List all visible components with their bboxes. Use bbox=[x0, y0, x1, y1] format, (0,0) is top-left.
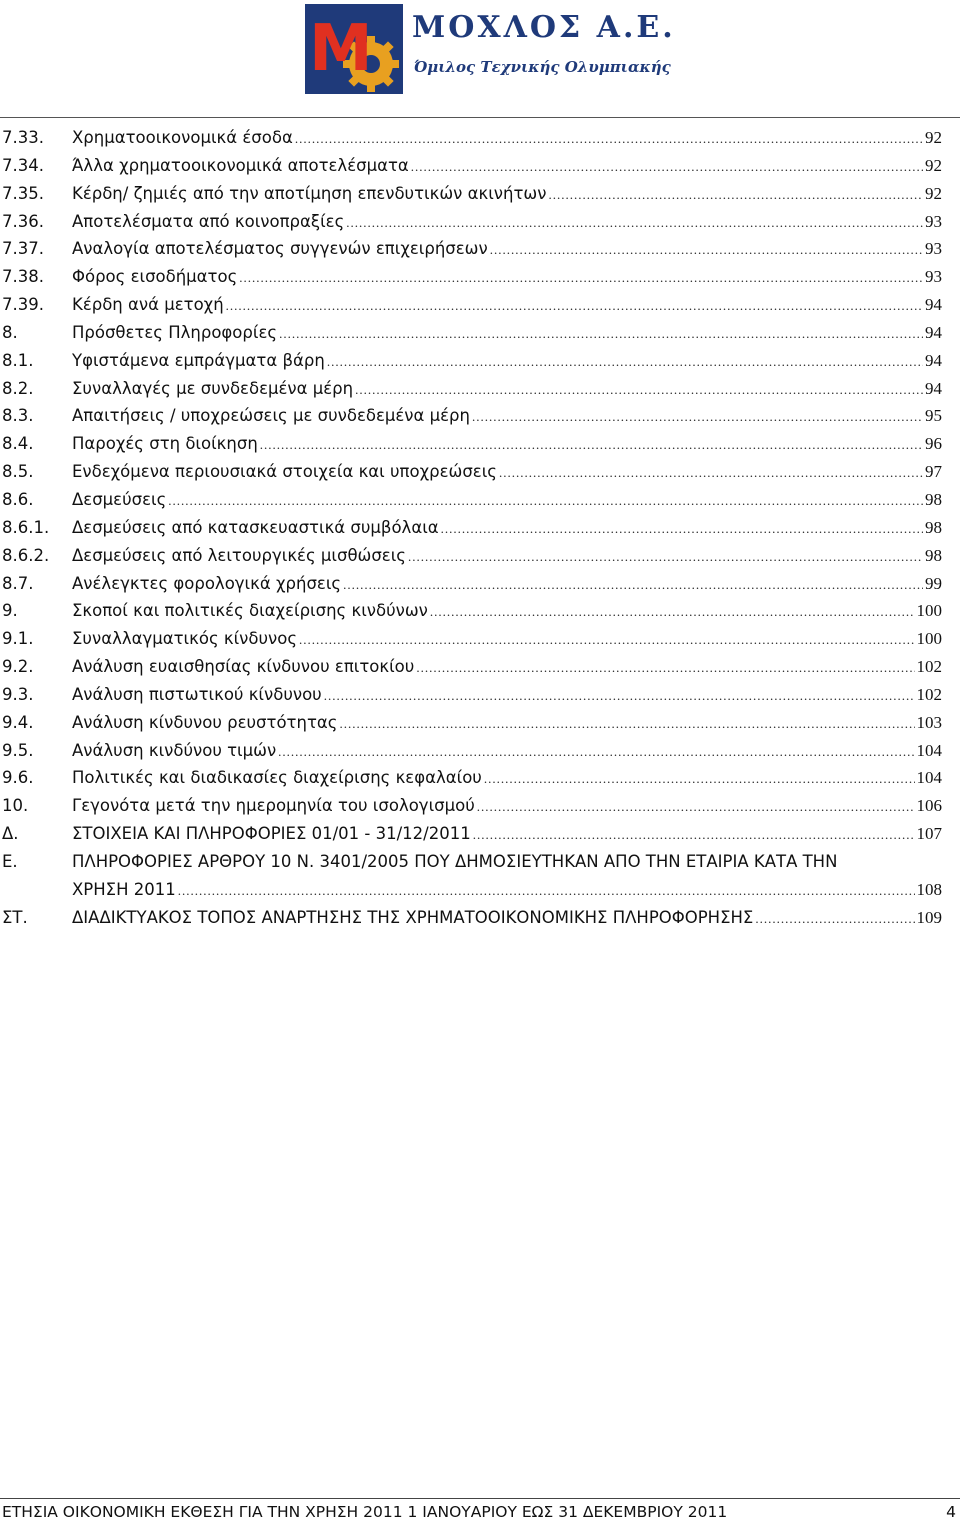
dot-leader bbox=[260, 431, 923, 459]
dot-leader bbox=[490, 236, 923, 264]
dot-leader bbox=[343, 571, 923, 599]
dot-leader bbox=[473, 821, 915, 849]
toc-number: 8.1. bbox=[2, 350, 34, 370]
toc-title[interactable]: ΣΤΟΙΧΕΙΑ ΚΑΙ ΠΛΗΡΟΦΟΡΙΕΣ 01/01 - 31/12/2011 bbox=[72, 824, 471, 844]
dot-leader bbox=[755, 905, 914, 933]
toc-title[interactable]: Πρόσθετες Πληροφορίες bbox=[72, 322, 278, 342]
dot-leader bbox=[355, 376, 923, 404]
toc-page: 98 bbox=[925, 545, 942, 565]
toc-page: 107 bbox=[916, 824, 942, 844]
toc-number: 9. bbox=[2, 601, 18, 621]
toc-title[interactable]: Αποτελέσματα από κοινοπραξίες bbox=[72, 211, 345, 231]
toc-number: 9.1. bbox=[2, 629, 34, 649]
toc-number: 9.3. bbox=[2, 684, 34, 704]
toc-number: 10. bbox=[2, 796, 29, 816]
toc-page: 95 bbox=[925, 406, 942, 426]
toc-number: ΣΤ. bbox=[2, 907, 28, 927]
toc-entry bbox=[0, 764, 960, 792]
toc-entry bbox=[0, 347, 960, 375]
toc-page: 94 bbox=[925, 322, 942, 342]
footer-divider bbox=[0, 1498, 960, 1499]
toc-title[interactable]: Απαιτήσεις / υποχρεώσεις με συνδεδεμένα μέρη bbox=[72, 406, 470, 426]
toc-title[interactable]: Σκοποί και πολιτικές διαχείρισης κινδύνων bbox=[72, 601, 428, 621]
toc-entry bbox=[0, 486, 960, 514]
toc-number: 8.3. bbox=[2, 406, 34, 426]
toc-entry bbox=[0, 152, 960, 180]
toc-entry bbox=[0, 904, 960, 932]
toc-entry bbox=[0, 570, 960, 598]
toc-title[interactable]: Αναλογία αποτελέσματος συγγενών επιχειρήσεων bbox=[72, 239, 488, 259]
toc-entry bbox=[0, 597, 960, 625]
toc-number: 8. bbox=[2, 322, 18, 342]
dot-leader bbox=[278, 738, 914, 766]
toc-entry bbox=[0, 375, 960, 403]
toc-entry bbox=[0, 402, 960, 430]
dot-leader bbox=[408, 543, 923, 571]
toc-page: 94 bbox=[925, 350, 942, 370]
toc-number: 9.6. bbox=[2, 768, 34, 788]
dot-leader bbox=[430, 598, 915, 626]
toc-number: 7.33. bbox=[2, 128, 44, 147]
logo-graphic bbox=[305, 4, 403, 94]
toc-page: 100 bbox=[916, 601, 942, 621]
toc-title[interactable]: ΔΙΑΔΙΚΤΥΑΚΟΣ ΤΟΠΟΣ ΑΝΑΡΤΗΣΗΣ ΤΗΣ ΧΡΗΜΑΤΟΟΙΚΟΝΟΜΙΚΗΣ ΠΛΗΡΟΦΟΡΗΣΗΣ bbox=[72, 907, 754, 927]
toc-entry bbox=[0, 848, 960, 876]
dot-leader bbox=[226, 292, 923, 320]
toc-title[interactable]: Κέρδη ανά μετοχή bbox=[72, 295, 224, 315]
toc-number: 9.2. bbox=[2, 657, 34, 677]
toc-page: 97 bbox=[925, 462, 942, 482]
dot-leader bbox=[299, 626, 914, 654]
toc-page: 100 bbox=[916, 629, 942, 649]
page-header bbox=[0, 0, 960, 118]
dot-leader bbox=[346, 209, 923, 237]
toc-number: 8.5. bbox=[2, 462, 34, 482]
toc-page: 93 bbox=[925, 267, 942, 287]
toc-number: 8.4. bbox=[2, 434, 34, 454]
toc-number: 7.35. bbox=[2, 183, 44, 203]
logo-letter: M bbox=[309, 12, 373, 86]
dot-leader bbox=[499, 459, 923, 487]
page-number: 4 bbox=[946, 1503, 956, 1521]
dot-leader bbox=[324, 682, 915, 710]
toc-title[interactable]: Ανάλυση κινδύνου τιμών bbox=[72, 740, 277, 760]
toc-entry-continuation bbox=[0, 876, 960, 904]
toc-page: 92 bbox=[925, 128, 942, 147]
toc-title[interactable]: Άλλα χρηματοοικονομικά αποτελέσματα bbox=[72, 155, 409, 175]
dot-leader bbox=[327, 348, 923, 376]
toc-page: 94 bbox=[925, 378, 942, 398]
toc-number: 8.2. bbox=[2, 378, 34, 398]
toc-entry bbox=[0, 820, 960, 848]
toc-number: Δ. bbox=[2, 824, 19, 844]
toc-entry bbox=[0, 653, 960, 681]
company-subtitle: Όμιλος Τεχνικής Ολυμπιακής bbox=[414, 58, 671, 76]
toc-title-continuation[interactable]: ΧΡΗΣΗ 2011 bbox=[72, 879, 176, 899]
toc-page: 98 bbox=[925, 489, 942, 509]
toc-title[interactable]: Ενδεχόμενα περιουσιακά στοιχεία και υποχρεώσεις bbox=[72, 462, 497, 482]
toc-title[interactable]: Παροχές στη διοίκηση bbox=[72, 434, 258, 454]
toc-title[interactable]: Ανάλυση ευαισθησίας κίνδυνου επιτοκίου bbox=[72, 657, 415, 677]
toc-title[interactable]: Συναλλαγματικός κίνδυνος bbox=[72, 629, 298, 649]
toc-entry bbox=[0, 792, 960, 820]
toc-title[interactable]: Φόρος εισοδήματος bbox=[72, 267, 238, 287]
toc-number: 9.5. bbox=[2, 740, 34, 760]
toc-number: 7.36. bbox=[2, 211, 44, 231]
toc-entry bbox=[0, 124, 960, 152]
toc-entry bbox=[0, 458, 960, 486]
toc-page: 102 bbox=[916, 684, 942, 704]
company-logo bbox=[305, 4, 403, 94]
toc-title[interactable]: Ανέλεγκτες φορολογικά χρήσεις bbox=[72, 573, 342, 593]
toc-entry bbox=[0, 709, 960, 737]
toc-page: 108 bbox=[916, 879, 942, 899]
dot-leader bbox=[239, 264, 923, 292]
toc-title[interactable]: Χρηματοοικονομικά έσοδα bbox=[72, 128, 293, 147]
dot-leader bbox=[472, 403, 923, 431]
toc-number: 7.38. bbox=[2, 267, 44, 287]
toc-page: 93 bbox=[925, 211, 942, 231]
toc-entry bbox=[0, 681, 960, 709]
toc-number: 8.6.2. bbox=[2, 545, 50, 565]
dot-leader bbox=[279, 320, 923, 348]
toc-entry bbox=[0, 208, 960, 236]
footer-title: ΕΤΗΣΙΑ ΟΙΚΟΝΟΜΙΚΗ ΕΚΘΕΣΗ ΓΙΑ ΤΗΝ ΧΡΗΣΗ 2011 1 ΙΑΝΟΥΑΡΙΟΥ ΕΩΣ 31 ΔΕΚΕΜΒΡΙΟΥ 2011 bbox=[2, 1503, 728, 1521]
toc-entry bbox=[0, 263, 960, 291]
toc-page: 103 bbox=[916, 712, 942, 732]
toc-entry bbox=[0, 235, 960, 263]
toc-number: 8.6. bbox=[2, 489, 34, 509]
toc-entry bbox=[0, 737, 960, 765]
toc-entry bbox=[0, 430, 960, 458]
toc-number: 9.4. bbox=[2, 712, 34, 732]
toc-title[interactable]: Συναλλαγές με συνδεδεμένα μέρη bbox=[72, 378, 354, 398]
toc-title[interactable]: Ανάλυση πιστωτικού κίνδυνου bbox=[72, 684, 322, 704]
toc-number: 7.34. bbox=[2, 155, 44, 175]
toc-page: 98 bbox=[925, 517, 942, 537]
dot-leader bbox=[295, 125, 923, 153]
toc-entry bbox=[0, 542, 960, 570]
dot-leader bbox=[168, 487, 923, 515]
toc-page: 106 bbox=[916, 796, 942, 816]
toc-page: 92 bbox=[925, 183, 942, 203]
toc-page: 102 bbox=[916, 657, 942, 677]
toc-title[interactable]: ΠΛΗΡΟΦΟΡΙΕΣ ΑΡΘΡΟΥ 10 Ν. 3401/2005 ΠΟΥ ΔΗΜΟΣΙΕΥΤΗΚΑΝ ΑΠΟ ΤΗΝ ΕΤΑΙΡΙΑ ΚΑΤΑ ΤΗΝ bbox=[72, 851, 838, 871]
dot-leader bbox=[477, 793, 915, 821]
toc-title[interactable]: Δεσμεύσεις από λειτουργικές μισθώσεις bbox=[72, 545, 406, 565]
toc-number: Ε. bbox=[2, 851, 18, 871]
dot-leader bbox=[441, 515, 923, 543]
toc-page: 104 bbox=[916, 768, 942, 788]
company-name: ΜΟΧΛΟΣ Α.Ε. bbox=[412, 10, 676, 45]
toc-entry bbox=[0, 514, 960, 542]
toc-title[interactable]: Ανάλυση κίνδυνου ρευστότητας bbox=[72, 712, 338, 732]
toc-page: 99 bbox=[925, 573, 942, 593]
toc-title[interactable]: Δεσμεύσεις από κατασκευαστικά συμβόλαια bbox=[72, 517, 439, 537]
toc-title[interactable]: Πολιτικές και διαδικασίες διαχείρισης κεφαλαίου bbox=[72, 768, 482, 788]
toc-number: 7.37. bbox=[2, 239, 44, 259]
toc-number: 8.7. bbox=[2, 573, 34, 593]
toc-title[interactable]: Κέρδη/ ζημιές από την αποτίμηση επενδυτικών ακινήτων bbox=[72, 183, 547, 203]
toc-title[interactable]: Γεγονότα μετά την ημερομηνία του ισολογισμού bbox=[72, 796, 475, 816]
dot-leader bbox=[339, 710, 914, 738]
toc-page: 96 bbox=[925, 434, 942, 454]
toc-page: 94 bbox=[925, 295, 942, 315]
toc-page: 92 bbox=[925, 155, 942, 175]
header-divider bbox=[0, 117, 960, 118]
toc-entry bbox=[0, 180, 960, 208]
toc-page: 104 bbox=[916, 740, 942, 760]
toc-page: 93 bbox=[925, 239, 942, 259]
toc-entry bbox=[0, 625, 960, 653]
toc-entry bbox=[0, 291, 960, 319]
table-of-contents bbox=[0, 124, 960, 931]
toc-page: 109 bbox=[916, 907, 942, 927]
dot-leader bbox=[411, 153, 923, 181]
toc-number: 7.39. bbox=[2, 295, 44, 315]
toc-number: 8.6.1. bbox=[2, 517, 50, 537]
dot-leader bbox=[484, 765, 915, 793]
dot-leader bbox=[178, 877, 915, 905]
toc-title[interactable]: Υφιστάμενα εμπράγματα βάρη bbox=[72, 350, 325, 370]
dot-leader bbox=[416, 654, 914, 682]
dot-leader bbox=[548, 181, 923, 209]
toc-entry bbox=[0, 319, 960, 347]
toc-title[interactable]: Δεσμεύσεις bbox=[72, 489, 167, 509]
